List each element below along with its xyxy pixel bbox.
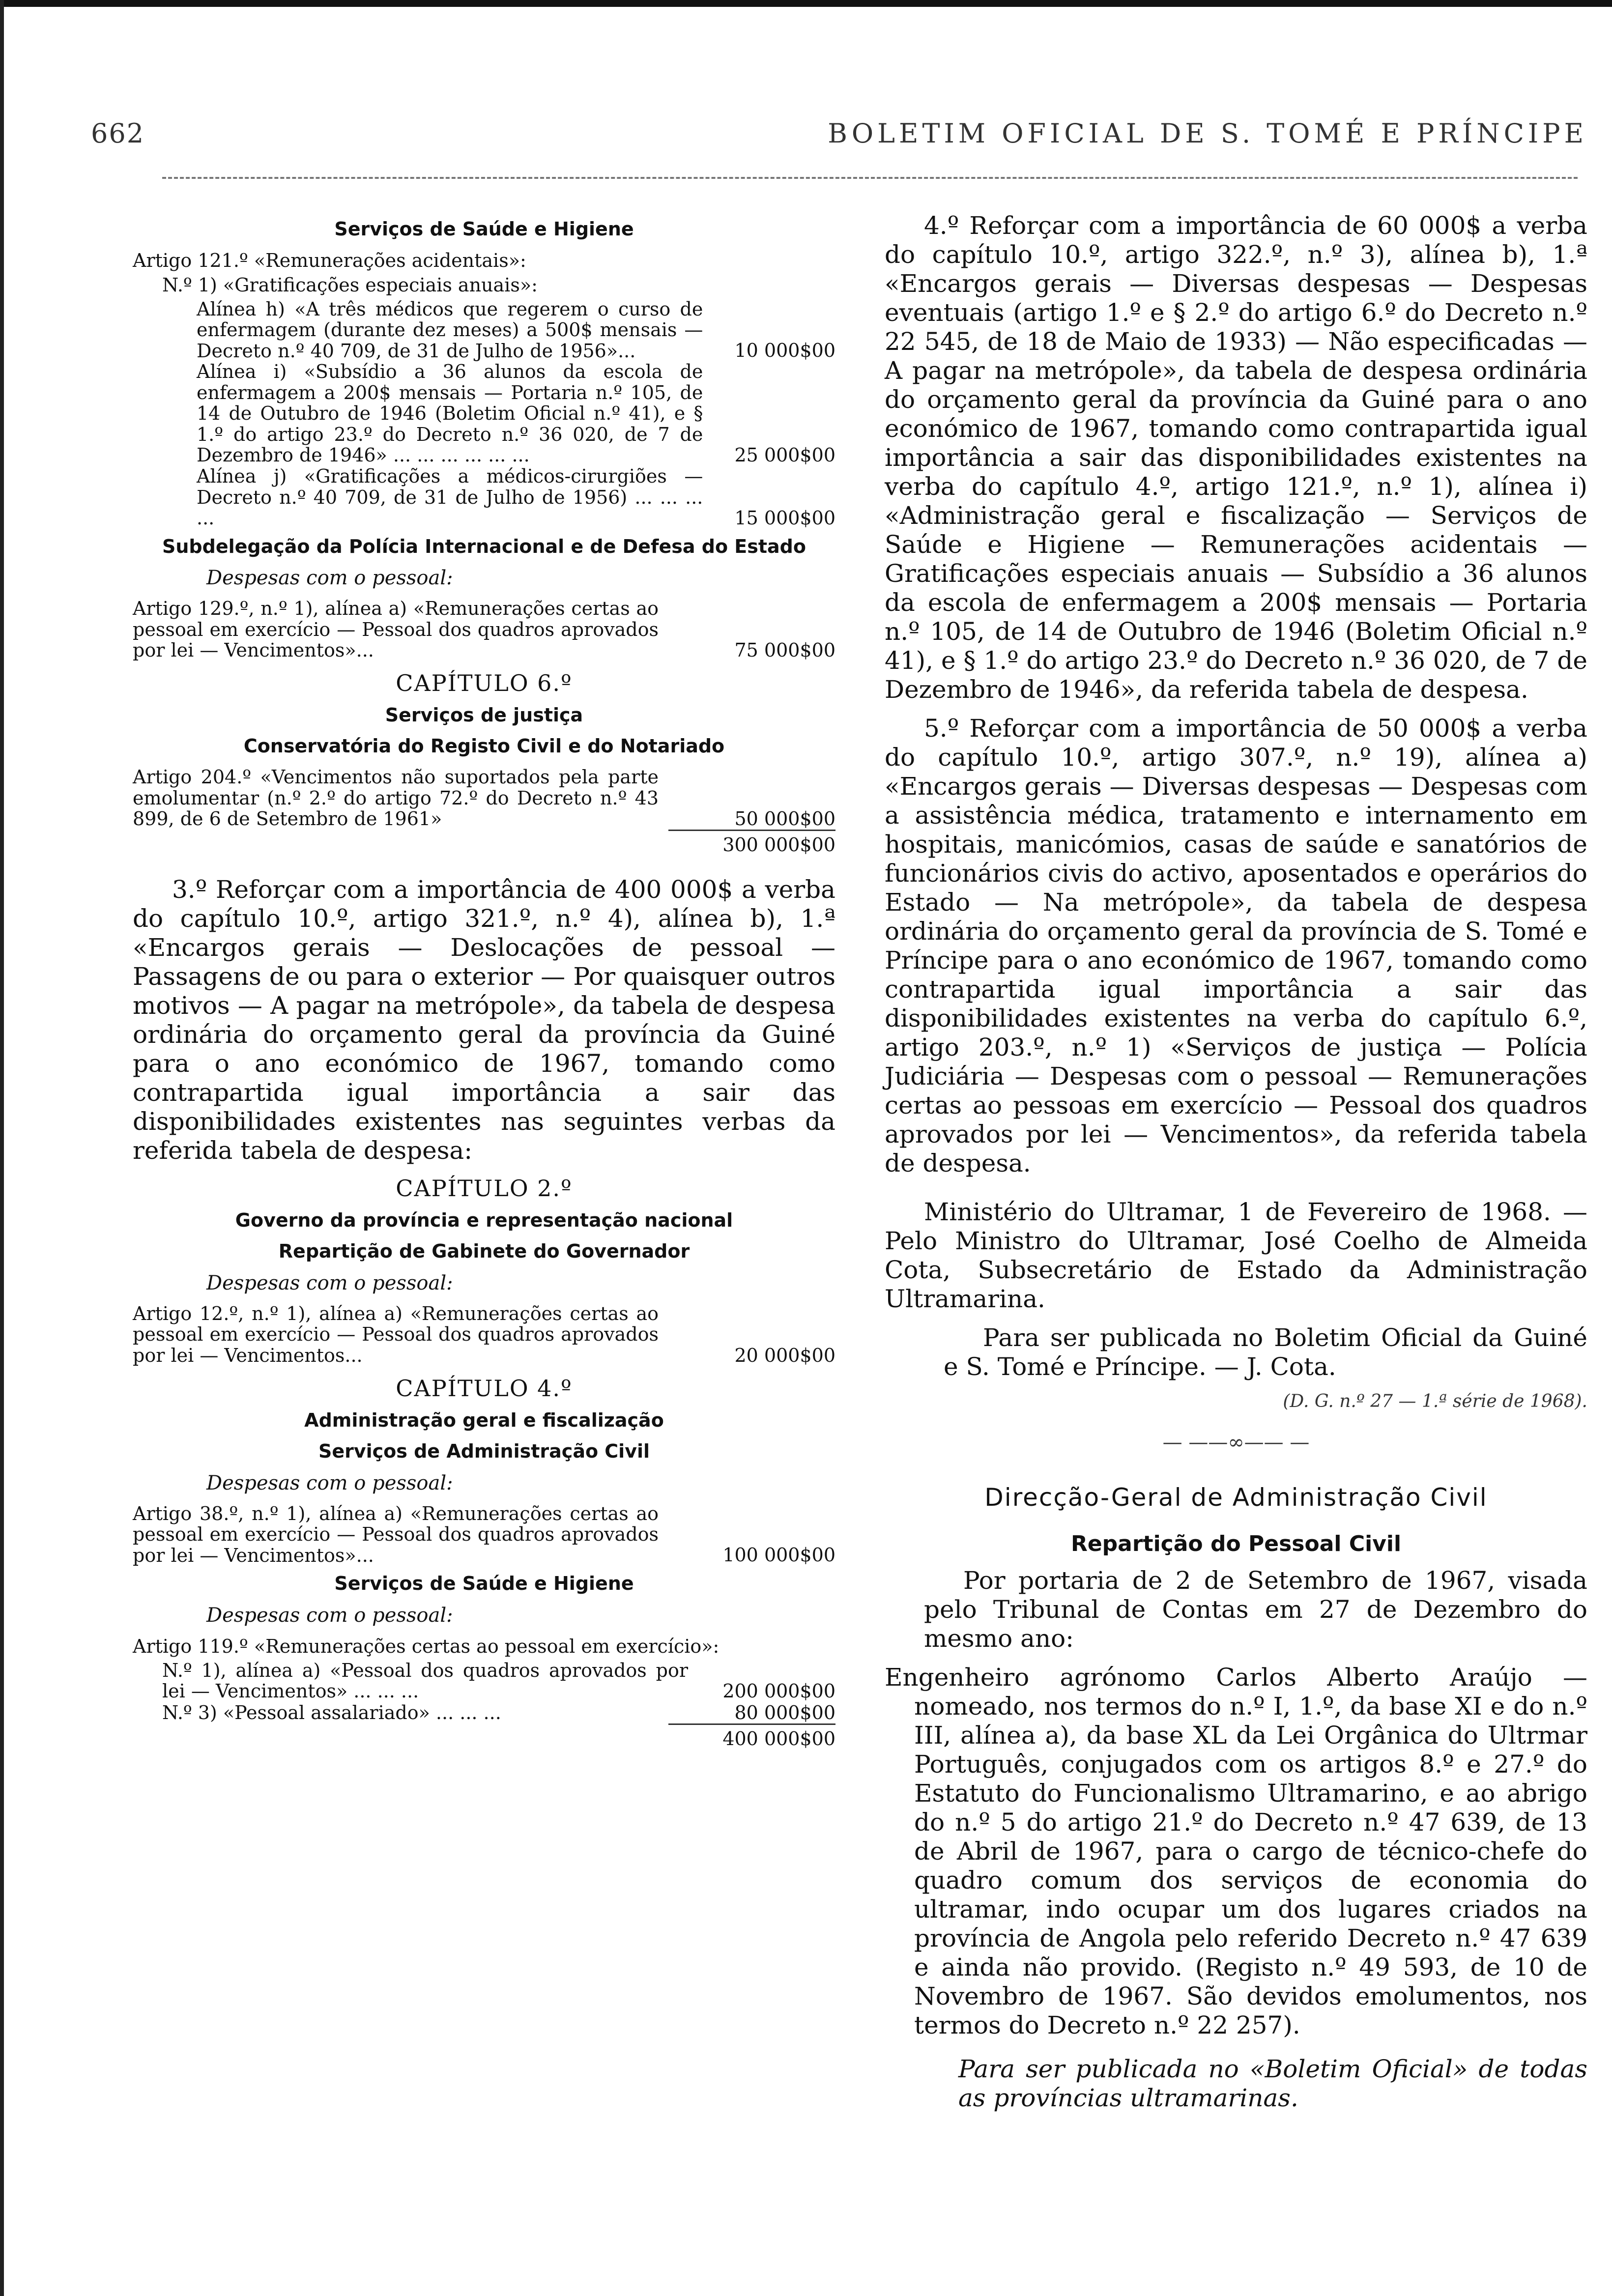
paragraph-3: 3.º Reforçar com a importância de 400 000$ a verba do capítulo 10.º, artigo 321.º, n.º 4), alínea b), 1.ª «Encargos gerais — Deslocações de pessoal — Passagens de ou para o exterior — Por quaisquer outros motivos — A pagar na metrópole», da tabela de despesa ordinária do orçamento geral da província da Guiné para o ano económico de 1967, tomando como contrapartida igual importância a sair das disponibilidades existentes nas seguintes verbas da referida tabela de despesa: (133, 875, 835, 1165)
item-amount: 200 000$00 (722, 1680, 835, 1702)
paragraph-5: 5.º Reforçar com a importância de 50 000$ a verba do capítulo 10.º, artigo 307.º, n.º 19), alínea a) «Encargos gerais — Diversas despesas — Despesas com a assistência médica, tratamento e internamento em hospitais, manicómios, casas de saúde e sanatórios de funcionários civis do activo, aposentados e operários do Estado — Na metrópole», da tabela de despesa ordinária do orçamento geral da província de S. Tomé e Príncipe para o ano económico de 1967, tomando como contrapartida igual importância a sair das disponibilidades existentes na verba do capítulo 6.º, artigo 203.º, n.º 1) «Serviços de justiça — Polícia Judiciária — Despesas com o pessoal — Remunerações certas ao pessoas em exercício — Pessoal dos quadros aprovados por lei — Vencimentos», da referida tabela de despesa. (885, 714, 1587, 1177)
item-amount: 50 000$00 (734, 807, 835, 830)
section-heading: Serviços de Saúde e Higiene (334, 1573, 634, 1595)
header-rule (162, 177, 1578, 179)
item-text: Alínea j) «Gratificações a médicos-cirurgiões — Decreto n.º 40 709, de 31 de Julho de 1956) ... ... ... ... (197, 465, 703, 529)
italic-subheading: Despesas com o pessoal: (206, 1471, 453, 1494)
section-heading: Subdelegação da Polícia Internacional e de Defesa do Estado (162, 535, 806, 557)
publication-title: BOLETIM OFICIAL DE S. TOMÉ E PRÍNCIPE (828, 118, 1587, 149)
chapter-title: CAPÍTULO 4.º (396, 1375, 573, 1402)
section-heading: Serviços de Administração Civil (318, 1440, 650, 1463)
item-text: Artigo 12.º, n.º 1), alínea a) «Remunerações certas ao pessoal em exercício — Pessoal dos quadros aprovados por lei — Vencimentos... (133, 1302, 659, 1366)
section-separator: — ——∞—— — (1162, 1431, 1310, 1454)
right-column (885, 211, 1587, 2127)
item-amount: 10 000$00 (734, 340, 835, 362)
artigo-line: Artigo 119.º «Remunerações certas ao pessoal em exercício»: (133, 1635, 720, 1657)
budget-item (133, 1503, 835, 1566)
appointment-entry: Engenheiro agrónomo Carlos Alberto Araújo — nomeado, nos termos do n.º I, 1.º, da base XI e do n.º III, alínea a), da base XL da Lei Orgânica do Ultrmar Português, conjugados com os artigos 8.º e 27.º do Estatuto do Funcionalismo Ultramarino, e ao abrigo do n.º 5 do artigo 21.º do Decreto n.º 47 639, de 13 de Abril de 1967, para o cargo de técnico-chefe do quadro comum dos serviços de economia do ultramar, indo ocupar um dos lugares criados na província de Angola pelo referido Decreto n.º 47 639 e ainda não provido. (Registo n.º 49 593, de 10 de Novembro de 1967. São devidos emolumentos, nos termos do Decreto n.º 22 257). (885, 1663, 1587, 2039)
item-amount: 100 000$00 (722, 1544, 835, 1566)
budget-item (133, 1660, 835, 1702)
item-text: N.º 3) «Pessoal assalariado» ... ... ... (162, 1702, 501, 1724)
left-column (133, 211, 835, 1750)
subtotal-amount: 300 000$00 (668, 830, 835, 856)
numero-line: N.º 1) «Gratificações especiais anuais»: (162, 274, 538, 296)
item-text: Alínea h) «A três médicos que regerem o curso de enfermagem (durante dez meses) a 500$ mensais — Decreto n.º 40 709, de 31 de Julho de 1956»... (197, 298, 703, 362)
budget-item (133, 361, 835, 466)
budget-item (133, 466, 835, 529)
budget-item (133, 299, 835, 362)
paragraph-4: 4.º Reforçar com a importância de 60 000$ a verba do capítulo 10.º, artigo 322.º, n.º 3), alínea b), 1.ª «Encargos gerais — Diversas despesas — Despesas eventuais (artigo 1.º e § 2.º do artigo 6.º do Decreto n.º 22 545, de 18 de Maio de 1933) — Não especificadas — A pagar na metrópole», da tabela de despesa ordinária do orçamento geral da província da Guiné para o ano económico de 1967, tomando como contrapartida igual importância a sair das disponibilidades existentes na verba do capítulo 4.º, artigo 121.º, n.º 1), alínea i) «Administração geral e fiscalização — Serviços de Saúde e Higiene — Remunerações acidentais — Gratificações especiais anuais — Subsídio a 36 alunos da escola de enfermagem a 200$ mensais — Portaria n.º 105, de 14 de Outubro de 1946 (Boletim Oficial n.º 41), e § 1.º do artigo 23.º do Decreto n.º 36 020, de 7 de Dezembro de 1946», da referida tabela de despesa. (885, 211, 1587, 704)
budget-item (133, 598, 835, 661)
page-top-border (0, 0, 1612, 7)
department-title: Repartição do Pessoal Civil (1070, 1531, 1402, 1556)
ministry-signature: Ministério do Ultramar, 1 de Fevereiro de 1968. — Pelo Ministro do Ultramar, José Coelho de Almeida Cota, Subsecretário de Estado da Administração Ultramarina. (885, 1198, 1587, 1313)
item-amount: 15 000$00 (734, 507, 835, 529)
subtotal-amount: 400 000$00 (668, 1723, 835, 1750)
chapter-title: CAPÍTULO 2.º (396, 1175, 573, 1202)
section-heading: Serviços de justiça (385, 704, 583, 726)
section-heading: Conservatória do Registo Civil e do Notariado (243, 735, 725, 757)
subtotal-row (133, 830, 835, 856)
item-text: N.º 1), alínea a) «Pessoal dos quadros aprovados por lei — Vencimentos» ... ... ... (162, 1659, 688, 1702)
diario-reference: (D. G. n.º 27 — 1.ª série de 1968). (1283, 1391, 1587, 1411)
subtotal-row (133, 1723, 835, 1750)
section-heading: Repartição de Gabinete do Governador (278, 1240, 690, 1263)
item-amount: 20 000$00 (734, 1344, 835, 1366)
budget-item (133, 767, 835, 830)
page-number: 662 (91, 118, 145, 149)
italic-subheading: Despesas com o pessoal: (206, 1604, 453, 1627)
directorate-title: Direcção-Geral de Administração Civil (984, 1483, 1488, 1512)
artigo-line: Artigo 121.º «Remunerações acidentais»: (133, 249, 526, 271)
publication-note: Para ser publicada no Boletim Oficial da Guiné e S. Tomé e Príncipe. — J. Cota. (944, 1323, 1587, 1381)
item-text: Artigo 38.º, n.º 1), alínea a) «Remunerações certas ao pessoal em exercício — Pessoal dos quadros aprovados por lei — Vencimentos»... (133, 1502, 659, 1566)
item-amount: 80 000$00 (734, 1702, 835, 1724)
italic-subheading: Despesas com o pessoal: (206, 567, 453, 590)
section-heading: Administração geral e fiscalização (304, 1409, 664, 1431)
budget-item (133, 1303, 835, 1366)
publication-note: Para ser publicada no «Boletim Oficial» de todas as províncias ultramarinas. (958, 2054, 1587, 2112)
item-amount: 25 000$00 (734, 444, 835, 466)
section-heading: Governo da província e representação nacional (235, 1209, 733, 1231)
portaria-intro: Por portaria de 2 de Setembro de 1967, visada pelo Tribunal de Contas em 27 de Dezembro do mesmo ano: (924, 1566, 1587, 1653)
page-left-border (0, 0, 4, 2296)
section-heading: Serviços de Saúde e Higiene (334, 218, 634, 240)
italic-subheading: Despesas com o pessoal: (206, 1271, 453, 1294)
chapter-title: CAPÍTULO 6.º (396, 669, 573, 696)
budget-item (133, 1702, 835, 1723)
item-amount: 75 000$00 (734, 639, 835, 661)
item-text: Alínea i) «Subsídio a 36 alunos da escola de enfermagem a 200$ mensais — Portaria n.º 105, de 14 de Outubro de 1946 (Boletim Oficial n.º 41), e § 1.º do artigo 23.º do Decreto n.º 36 020, de 7 de Dezembro de 1946» ... ... ... ... ... ... (197, 361, 703, 466)
item-text: Artigo 129.º, n.º 1), alínea a) «Remunerações certas ao pessoal em exercício — Pessoal dos quadros aprovados por lei — Vencimentos»... (133, 598, 659, 661)
item-text: Artigo 204.º «Vencimentos não suportados pela parte emolumentar (n.º 2.º do artigo 72.º do Decreto n.º 43 899, de 6 de Setembro de 1961» (133, 766, 659, 830)
